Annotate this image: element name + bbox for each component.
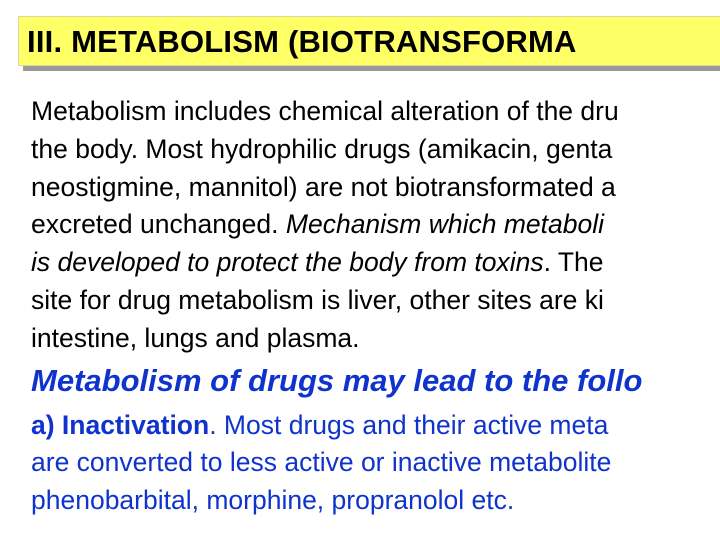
paragraph-line-7: intestine, lungs and plasma.	[31, 323, 360, 353]
inactivation-line-1-rest: . Most drugs and their active meta	[209, 410, 609, 440]
paragraph-line-5-italic: is developed to protect the body from toxins	[31, 247, 544, 277]
slide-title: III. METABOLISM (BIOTRANSFORMA	[27, 24, 577, 59]
paragraph-line-4-plain: excreted unchanged.	[31, 209, 286, 239]
inactivation-line-1	[31, 409, 608, 441]
inactivation-line-2: are converted to less active or inactive metabolite	[31, 447, 612, 477]
paragraph-line-3: neostigmine, mannitol) are not biotransformated a	[31, 172, 616, 202]
paragraph-line-2: the body. Most hydrophilic drugs (amikacin, genta	[31, 134, 613, 164]
paragraph-line-5-plain: . The	[543, 247, 604, 277]
paragraph-line-6: site for drug metabolism is liver, other sites are ki	[31, 285, 604, 315]
paragraph-line-1: Metabolism includes chemical alteration of the dru	[31, 96, 619, 126]
inactivation-line-3: phenobarbital, morphine, propranolol etc.	[31, 485, 515, 515]
slide-title-banner	[18, 16, 720, 66]
inactivation-label: a) Inactivation	[31, 410, 210, 440]
paragraph-line-4-italic: Mechanism which metaboli	[285, 209, 605, 239]
metabolism-outcomes-heading: Metabolism of drugs may lead to the follo	[31, 363, 643, 398]
paragraph-line-4	[31, 208, 604, 240]
paragraph-line-5	[31, 246, 604, 278]
